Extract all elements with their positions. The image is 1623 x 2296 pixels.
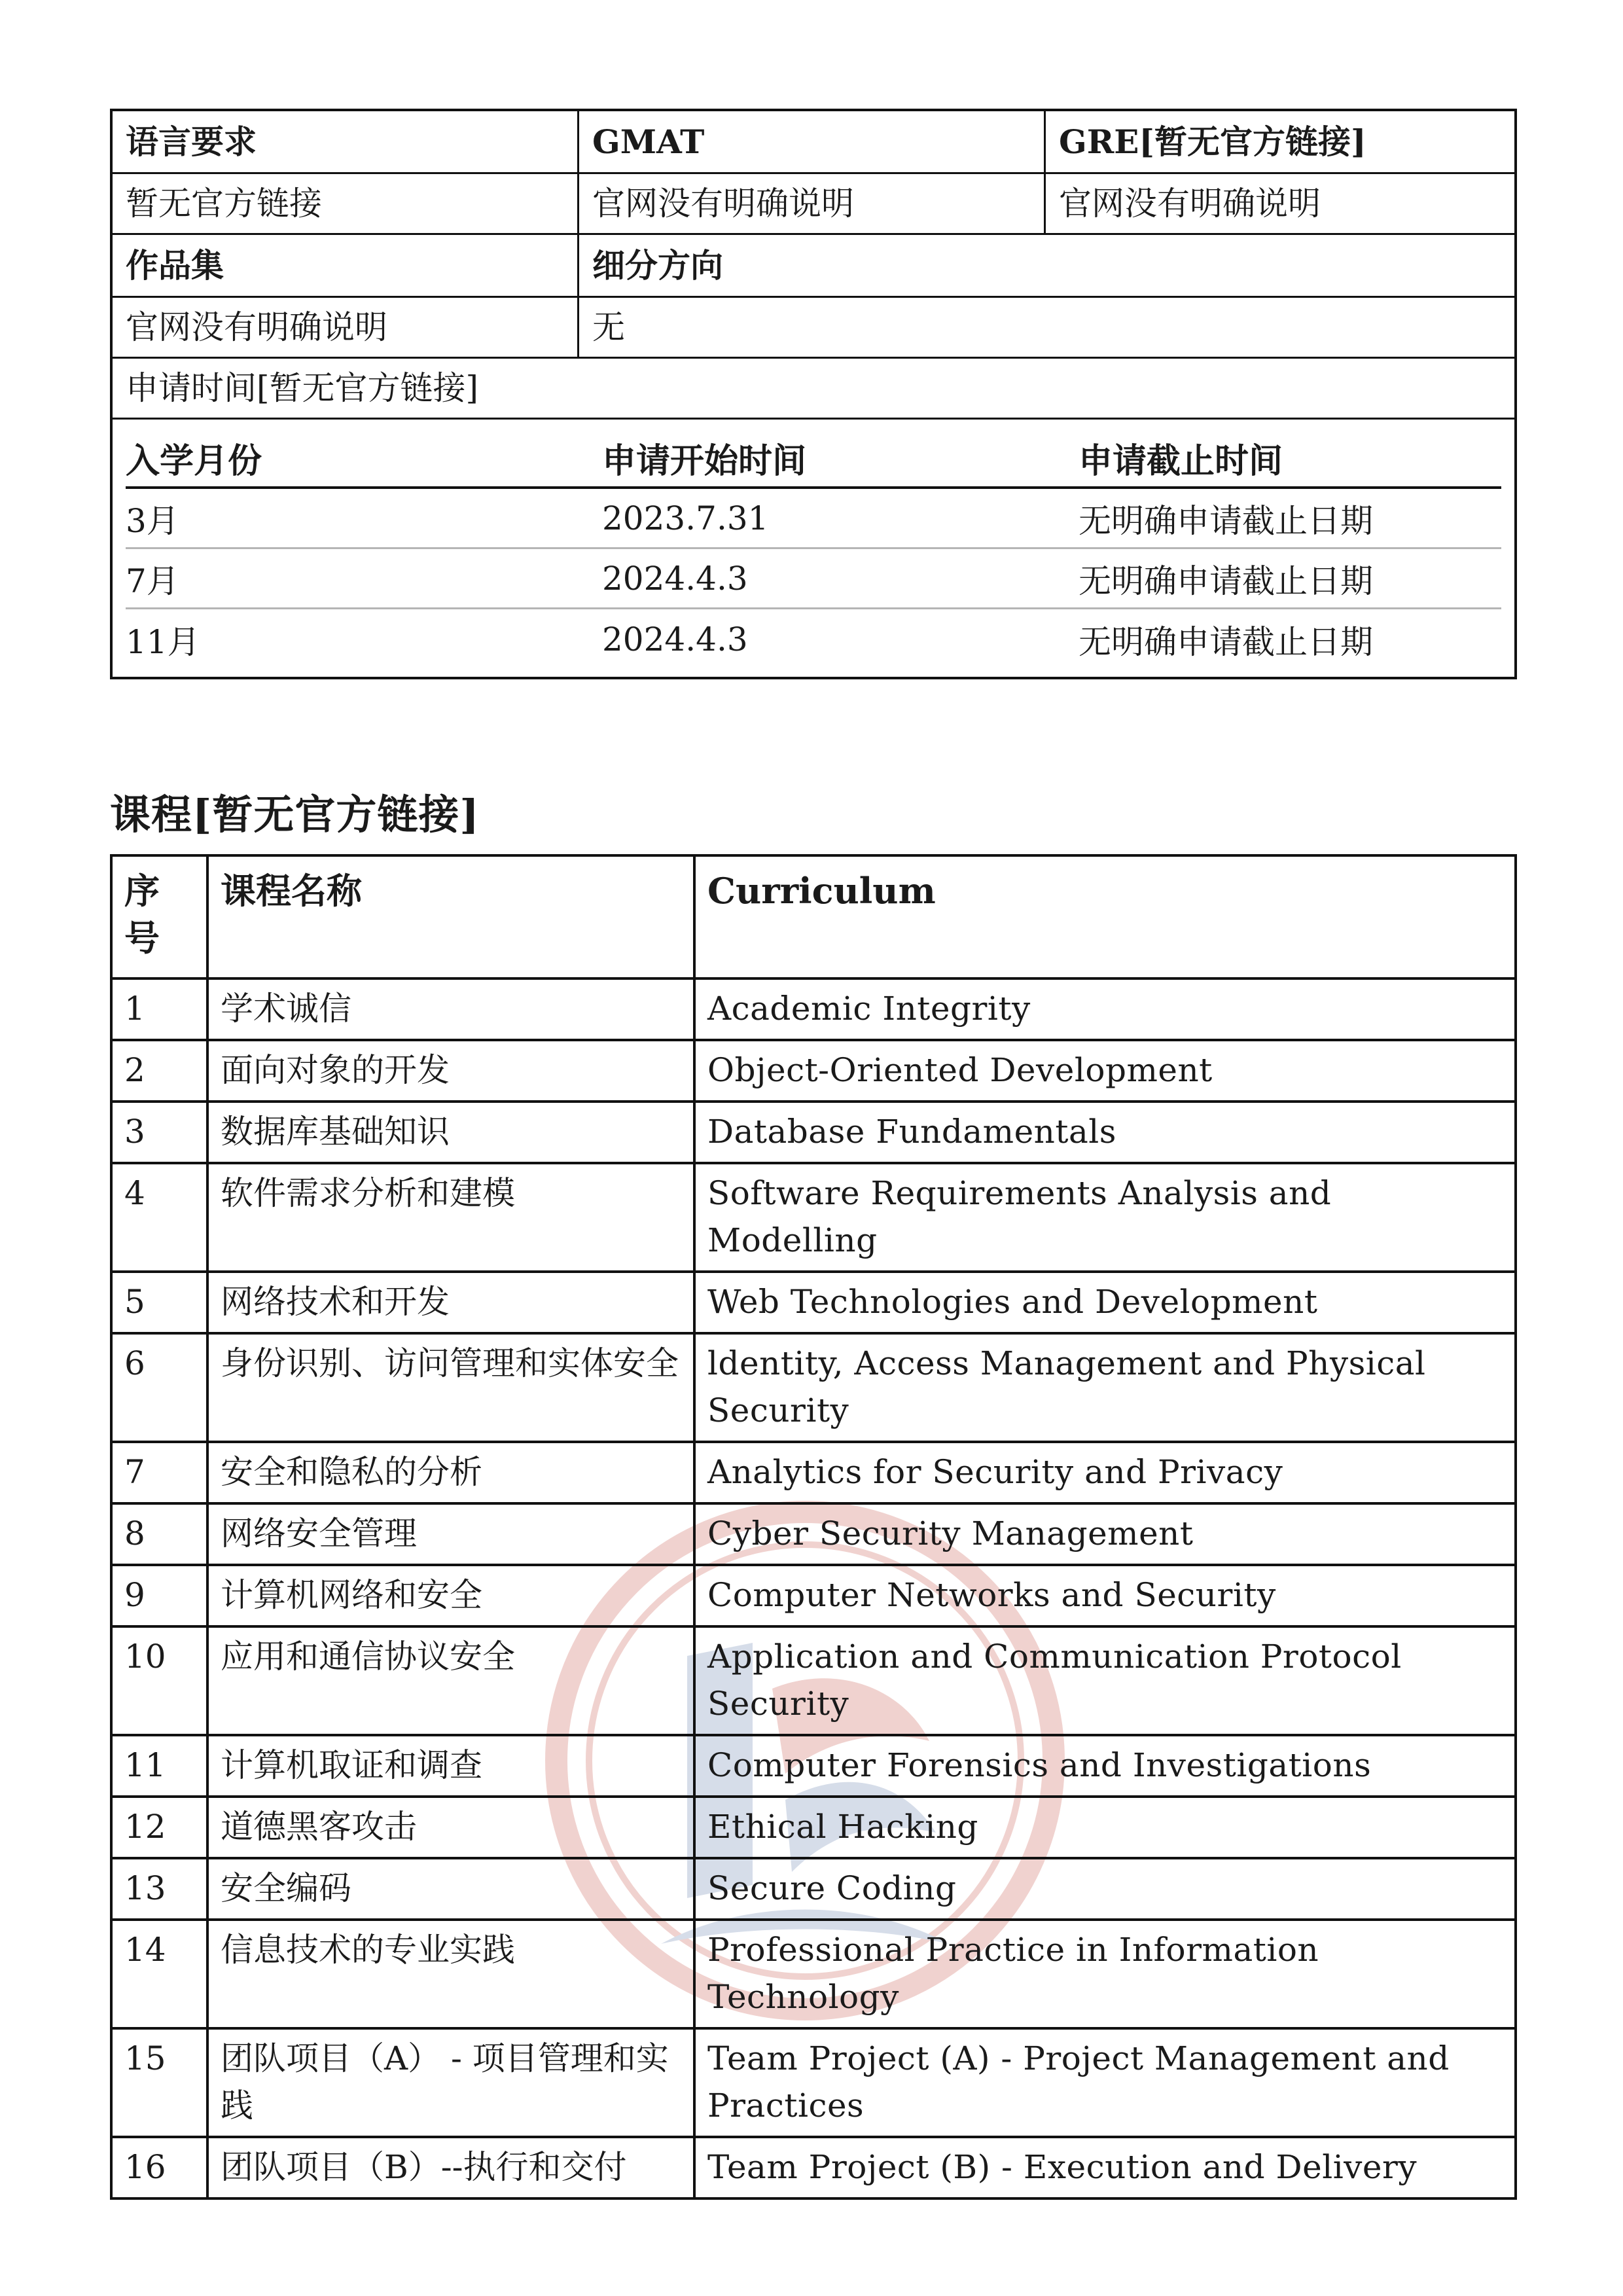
info-value-row [113,174,1514,235]
course-name-en: Academic Integrity [694,978,1516,1040]
language-header: 语言要求 [126,122,257,161]
table-row [111,1565,1516,1626]
table-row [111,1040,1516,1102]
course-name-cn: 应用和通信协议安全 [207,1626,694,1735]
course-index: 12 [111,1797,207,1858]
intake-month: 11月 [126,623,200,661]
info-header-row [113,111,1514,174]
index-header: 序号 [111,855,207,978]
gre-value: 官网没有明确说明 [1044,174,1514,233]
gmat-value: 官网没有明确说明 [577,174,1044,233]
table-row [111,1626,1516,1735]
course-name-en: Secure Coding [694,1858,1516,1920]
course-index: 2 [111,1040,207,1102]
course-index: 9 [111,1565,207,1626]
course-name-cn: 学术诚信 [207,978,694,1040]
course-index: 7 [111,1442,207,1503]
course-name-cn: 团队项目（A） - 项目管理和实践 [207,2028,694,2137]
gmat-header: GMAT [577,111,1044,172]
dates-row-item [126,549,1501,609]
start-date: 2024.4.3 [602,620,748,658]
info-value-row-2 [113,298,1514,359]
course-name-en: Database Fundamentals [694,1102,1516,1163]
course-name-cn: 计算机网络和安全 [207,1565,694,1626]
curriculum-header-row [111,855,1516,978]
course-name-en: Team Project (A) - Project Management and Practices [694,2028,1516,2137]
course-name-cn: 数据库基础知识 [207,1102,694,1163]
admission-info-table [110,109,1517,679]
start-date: 2024.4.3 [602,559,748,598]
dates-row [113,420,1514,677]
course-index: 5 [111,1272,207,1333]
course-index: 13 [111,1858,207,1920]
course-name-header: 课程名称 [207,855,694,978]
intake-month: 7月 [126,562,179,600]
course-name-cn: 计算机取证和调查 [207,1735,694,1797]
course-name-en: Analytics for Security and Privacy [694,1442,1516,1503]
table-row [111,1333,1516,1442]
course-name-en: Ethical Hacking [694,1797,1516,1858]
course-name-cn: 安全编码 [207,1858,694,1920]
portfolio-header: 作品集 [126,245,224,285]
dates-row-item [126,609,1501,670]
table-row [111,1442,1516,1503]
curriculum-header: Curriculum [694,855,1516,978]
course-name-en: Team Project (B) - Execution and Delivery [694,2137,1516,2198]
table-row [111,2028,1516,2137]
course-name-cn: 安全和隐私的分析 [207,1442,694,1503]
course-name-cn: 团队项目（B）--执行和交付 [207,2137,694,2198]
deadline: 无明确申请截止日期 [1079,623,1373,661]
course-name-cn: 软件需求分析和建模 [207,1163,694,1272]
info-header-row-2 [113,235,1514,298]
dates-row-item [126,489,1501,549]
curriculum-table [110,854,1517,2200]
table-row [111,1102,1516,1163]
deadline: 无明确申请截止日期 [1079,501,1373,540]
start-date: 2023.7.31 [602,499,769,537]
gre-header: GRE[暂无官方链接] [1044,111,1514,172]
course-name-en: Professional Practice in Information Technology [694,1920,1516,2028]
application-time-label: 申请时间[暂无官方链接] [126,369,479,407]
course-index: 6 [111,1333,207,1442]
table-row [111,2137,1516,2198]
course-index: 15 [111,2028,207,2137]
course-index: 8 [111,1503,207,1565]
course-name-cn: 网络技术和开发 [207,1272,694,1333]
table-row [111,1797,1516,1858]
intake-month: 3月 [126,501,179,540]
deadline-header: 申请截止时间 [1079,440,1283,481]
course-name-en: Cyber Security Management [694,1503,1516,1565]
course-name-en: Software Requirements Analysis and Modelling [694,1163,1516,1272]
start-date-header: 申请开始时间 [602,440,807,481]
table-row [111,1735,1516,1797]
course-name-cn: 身份识别、访问管理和实体安全 [207,1333,694,1442]
course-name-en: ldentity, Access Management and Physical Security [694,1333,1516,1442]
course-name-en: Computer Forensics and Investigations [694,1735,1516,1797]
specialization-value: 无 [577,298,1514,357]
course-name-cn: 信息技术的专业实践 [207,1920,694,2028]
course-index: 16 [111,2137,207,2198]
course-index: 1 [111,978,207,1040]
course-name-cn: 道德黑客攻击 [207,1797,694,1858]
portfolio-value: 官网没有明确说明 [126,308,387,346]
table-row [111,1503,1516,1565]
course-index: 3 [111,1102,207,1163]
course-name-en: Object-Oriented Development [694,1040,1516,1102]
application-time-row [113,359,1514,420]
course-index: 10 [111,1626,207,1735]
course-index: 11 [111,1735,207,1797]
course-name-cn: 面向对象的开发 [207,1040,694,1102]
dates-header-row [126,429,1501,489]
specialization-header: 细分方向 [577,235,1514,296]
section-title: 课程[暂无官方链接] [110,791,480,838]
table-row [111,978,1516,1040]
table-row [111,1272,1516,1333]
course-name-cn: 网络安全管理 [207,1503,694,1565]
course-index: 4 [111,1163,207,1272]
intake-month-header: 入学月份 [126,440,262,481]
table-row [111,1163,1516,1272]
course-name-en: Computer Networks and Security [694,1565,1516,1626]
table-row [111,1858,1516,1920]
language-value: 暂无官方链接 [126,185,322,223]
table-row [111,1920,1516,2028]
course-index: 14 [111,1920,207,2028]
deadline: 无明确申请截止日期 [1079,562,1373,600]
course-name-en: Web Technologies and Development [694,1272,1516,1333]
intake-dates-table [113,420,1514,677]
course-name-en: Application and Communication Protocol Security [694,1626,1516,1735]
